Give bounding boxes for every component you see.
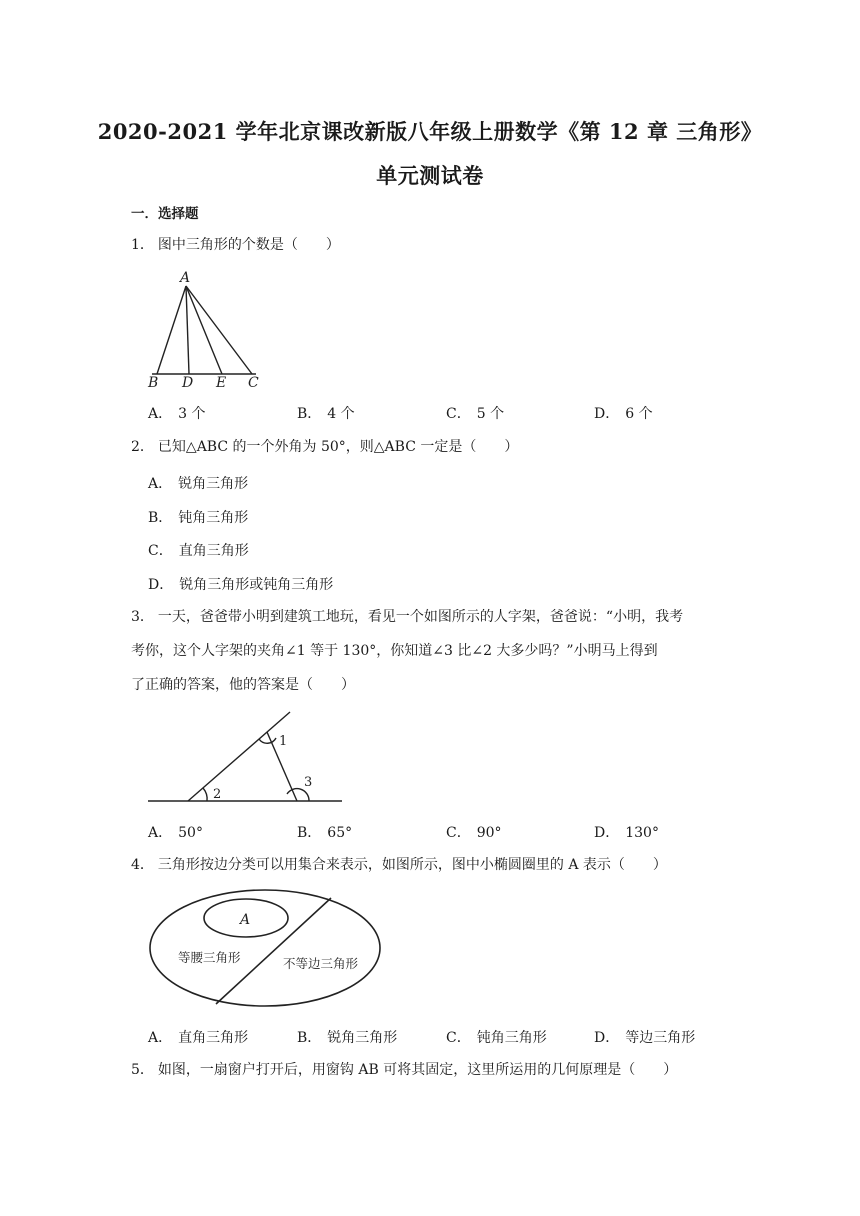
angle-1-label: 1 xyxy=(279,734,288,749)
option-text: 等边三角形 xyxy=(625,1030,696,1046)
option-b[interactable] xyxy=(297,403,355,423)
question-text: 已知△ABC 的一个外角为 50°，则△ABC 一定是（ ） xyxy=(157,439,519,455)
question-text: 如图，一扇窗户打开后，用窗钩 AB 可将其固定，这里所运用的几何原理是（ ） xyxy=(157,1062,678,1078)
option-c[interactable] xyxy=(148,540,249,560)
option-label: A． xyxy=(148,1030,173,1046)
figure-label-c: C xyxy=(248,375,259,391)
triangle-figure-q1 xyxy=(140,270,270,392)
option-label: C． xyxy=(148,543,173,559)
question-number: 3． xyxy=(131,609,154,625)
option-label: D． xyxy=(594,825,620,841)
section-heading-choice: 一．选择题 xyxy=(131,206,199,222)
option-c[interactable] xyxy=(446,822,502,842)
herringbone-frame-figure xyxy=(146,708,346,808)
exam-title-line2: 单元测试卷 xyxy=(376,163,484,188)
question-number: 4． xyxy=(131,857,154,873)
option-text: 6 个 xyxy=(625,406,653,422)
figure-label-d: D xyxy=(182,375,194,391)
option-a[interactable] xyxy=(148,403,205,423)
option-label: B． xyxy=(297,1030,322,1046)
option-d[interactable] xyxy=(594,822,659,842)
question-line-1 xyxy=(131,600,731,634)
question-number: 5． xyxy=(131,1062,154,1078)
question-4 xyxy=(131,848,731,882)
option-text: 50° xyxy=(178,825,203,841)
figure-label-e: E xyxy=(216,375,227,391)
scalene-triangle-label: 不等边三角形 xyxy=(283,956,359,971)
angle-2-label: 2 xyxy=(213,787,222,802)
option-label: A． xyxy=(148,476,173,492)
question-3 xyxy=(131,600,731,702)
option-c[interactable] xyxy=(446,1027,547,1047)
option-c[interactable] xyxy=(446,403,504,423)
option-text: 钝角三角形 xyxy=(178,510,249,526)
option-text: 直角三角形 xyxy=(178,1030,249,1046)
option-label: C． xyxy=(446,1030,471,1046)
option-text: 4 个 xyxy=(327,406,355,422)
option-text: 65° xyxy=(327,825,353,841)
option-text: 钝角三角形 xyxy=(476,1030,547,1046)
question-5 xyxy=(131,1053,731,1087)
option-text: 直角三角形 xyxy=(178,543,249,559)
option-d[interactable] xyxy=(594,403,653,423)
question-text: 一天，爸爸带小明到建筑工地玩，看见一个如图所示的人字架，爸爸说：“小明，我考 xyxy=(157,609,684,625)
figure-label-a: A xyxy=(180,270,191,286)
option-label: C． xyxy=(446,825,471,841)
option-label: C． xyxy=(446,406,471,422)
option-label: B． xyxy=(148,510,173,526)
question-2 xyxy=(131,430,731,464)
option-label: D． xyxy=(148,577,174,593)
question-line-3: 了正确的答案，他的答案是（ ） xyxy=(131,677,355,693)
option-text: 锐角三角形或钝角三角形 xyxy=(179,577,334,593)
option-a[interactable] xyxy=(148,1027,248,1047)
angle-3-label: 3 xyxy=(304,775,313,790)
option-label: A． xyxy=(148,406,173,422)
option-a[interactable] xyxy=(148,822,203,842)
set-diagram-figure xyxy=(146,886,386,1012)
option-d[interactable] xyxy=(594,1027,695,1047)
option-b[interactable] xyxy=(148,507,248,527)
set-label-a: A xyxy=(240,912,251,928)
option-text: 90° xyxy=(476,825,502,841)
option-text: 130° xyxy=(625,825,659,841)
option-text: 5 个 xyxy=(476,406,505,422)
question-number: 2． xyxy=(131,439,154,455)
exam-title-line1: 2020-2021 学年北京课改新版八年级上册数学《第 12 章 三角形》 xyxy=(97,119,763,144)
option-text: 锐角三角形 xyxy=(178,476,249,492)
option-text: 3 个 xyxy=(178,406,206,422)
option-label: B． xyxy=(297,825,322,841)
option-b[interactable] xyxy=(297,822,352,842)
option-b[interactable] xyxy=(297,1027,397,1047)
option-d[interactable] xyxy=(148,574,333,594)
figure-label-b: B xyxy=(148,375,159,391)
option-label: A． xyxy=(148,825,173,841)
question-1 xyxy=(131,228,731,262)
option-text: 锐角三角形 xyxy=(327,1030,398,1046)
option-label: B． xyxy=(297,406,322,422)
question-text: 三角形按边分类可以用集合来表示，如图所示，图中小椭圆圈里的 A 表示（ ） xyxy=(157,857,667,873)
question-number: 1． xyxy=(131,237,154,253)
question-text: 图中三角形的个数是（ ） xyxy=(157,237,340,253)
isosceles-triangle-label: 等腰三角形 xyxy=(178,950,241,965)
option-a[interactable] xyxy=(148,473,248,493)
option-label: D． xyxy=(594,406,620,422)
question-line-2: 考你，这个人字架的夹角∠1 等于 130°，你知道∠3 比∠2 大多少吗？”小明马上得到 xyxy=(131,643,658,659)
option-label: D． xyxy=(594,1030,620,1046)
